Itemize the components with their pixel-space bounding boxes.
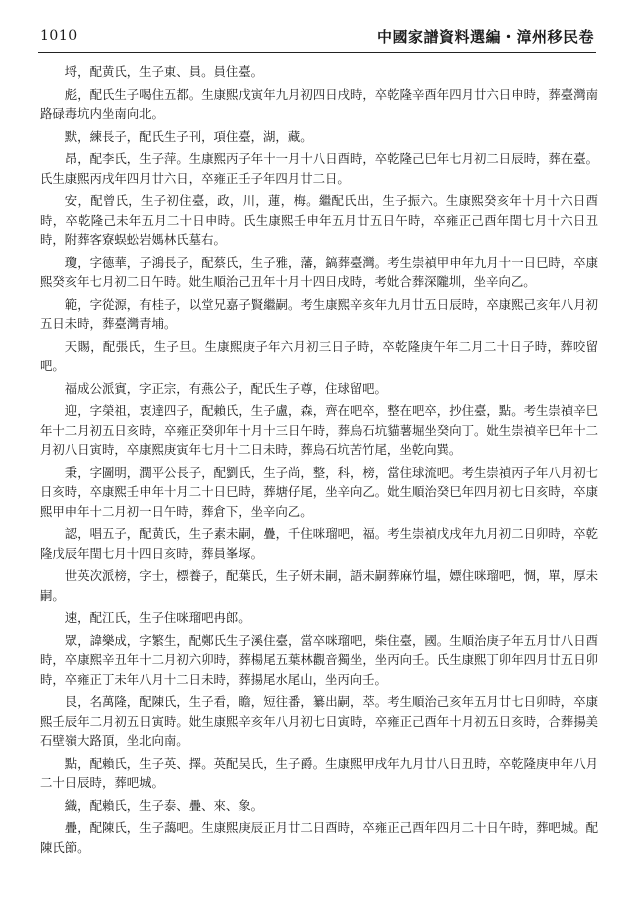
page-header: [38, 24, 596, 53]
paragraph: 埒，配黄氏，生子東、員。員住臺。: [64, 64, 264, 79]
paragraph: 彪，配氏生子喝住五都。生康熙戊寅年九月初四日戌時，卒乾隆辛酉年四月廿六日申時，葬臺灣南路碌毒坑内坐南向北。: [40, 86, 598, 121]
paragraph: 默，練長子，配氏生子刊，項住臺，湖，藏。: [64, 128, 313, 144]
running-title: 中國家譜資料選編・漳州移民卷: [376, 28, 594, 46]
paragraph: 迎，字榮祖，衷達四子，配賴氏，生子盧，森，齊在吧卒，整在吧卒，抄住臺，點。考生崇禎辛巳年十二月初五日亥時，卒雍正癸卯年十月十三日午時，葬烏石坑貓薯堀坐癸向丁。妣生崇禎辛巳年十二月初八日寅時，卒康熙庚寅年七月十二日未時，葬烏石坑苦竹尾，坐乾向巽。: [40, 403, 598, 457]
paragraph: 眾，諱樂成，字繁生，配鄭氏生子溪住臺，當卒咪瑠吧，柴住臺，國。生順治庚子年五月廿八日酉時，卒康熙辛丑年十二月初六卯時，葬楊尾五葉林觀音獨坐，坐丙向壬。氏生康熙丁卯年四月廿五日卯時，卒雍正丁未年八月十二日未時，葬揚尾水尾山，坐丙向壬。: [40, 632, 598, 687]
paragraph: 福成公派賓，字正宗，有燕公子，配氏生子尊，住球留吧。: [64, 380, 387, 396]
paragraph: 天賜，配張氏，生子旦。生康熙庚子年六月初三日子時，卒乾隆庚午年二月二十日子時，葬咬留吧。: [40, 338, 598, 373]
paragraph: 範，字從源，有桂子，以堂兄嘉子賢繼嗣。考生康熙辛亥年九月廿五日辰時，卒康熙己亥年八月初五日未時，葬臺灣青埔。: [40, 296, 598, 331]
page-number: 1010: [40, 28, 78, 44]
paragraph: 昂，配李氏，生子萍。生康熙丙子年十一月十八日酉時，卒乾隆己巳年七月初二日辰時，葬在臺。氏生康熙丙戌年四月廿六日，卒雍正壬子年四月廿二日。: [40, 151, 598, 186]
paragraph: 疊，配陳氏，生子藹吧。生康熙庚辰正月廿二日酉時，卒雍正己酉年四月二十日午時，葬吧城。配陳氏節。: [40, 820, 598, 855]
paragraph: 織，配賴氏，生子泰、疊、來、象。: [64, 797, 264, 813]
paragraph: 秉，字圖明，潤平公長子，配劉氏，生子尚，整，科，榜，當住球流吧。考生崇禎丙子年八月初七日亥時，卒康熙壬申年十月二十日巳時，葬塘仔尾，坐辛向乙。妣生順治癸巳年四月初七日亥時，卒康熙甲申年十二月初一日午時，葬倉下，坐辛向乙。: [40, 464, 598, 519]
genealogy-text: [40, 62, 598, 860]
paragraph: 速，配江氏，生子住咪瑠吧冉郎。: [64, 610, 251, 625]
paragraph: 瓊，字德華，子鴻長子，配蔡氏，生子雅，藩，鎬葬臺灣。考生崇禎甲申年九月十一日巳時，卒康熙癸亥年七月初二日午時。妣生順治己丑年十月十四日戌時，考妣合葬深隴圳，坐辛向乙。: [40, 254, 598, 289]
paragraph: 艮，名萬隆，配陳氏，生子看，瞻，短往番，纂出嗣，萃。考生順治己亥年五月廿七日卯時，卒康熙壬辰年二月初五日寅時。妣生康熙辛亥年八月初七日寅時，卒雍正己酉年十月初五日亥時，合葬揚美石壁嶺大路頂，坐北向南。: [40, 694, 598, 748]
paragraph: 安，配曾氏，生子初住臺，政，川，蓮，梅。繼配氏出，生子振六。生康熙癸亥年十月十六日酉時，卒乾隆己未年五月二十日申時。氏生康熙壬申年五月廿五日午時，卒雍正己酉年閏七月十六日丑時，附葬客寮蜈蚣岩媽林氏墓右。: [40, 193, 598, 247]
paragraph: 點，配賴氏，生子英、擇。英配吴氏，生子爵。生康熙甲戌年九月廿八日丑時，卒乾隆庚申年八月二十日辰時，葬吧城。: [40, 755, 598, 790]
paragraph: 認，唱五子，配黄氏，生子素未嗣，疊，千住咪瑠吧，福。考生崇禎戊戌年九月初二日卯時，卒乾隆戊辰年閏七月十四日亥時，葬員峯塚。: [40, 526, 598, 561]
paragraph: 世英次派榜，字士，標養子，配葉氏，生子妍未嗣，語未嗣葬麻竹塭，嫖住咪瑠吧，惆，單，厚未嗣。: [40, 568, 598, 603]
